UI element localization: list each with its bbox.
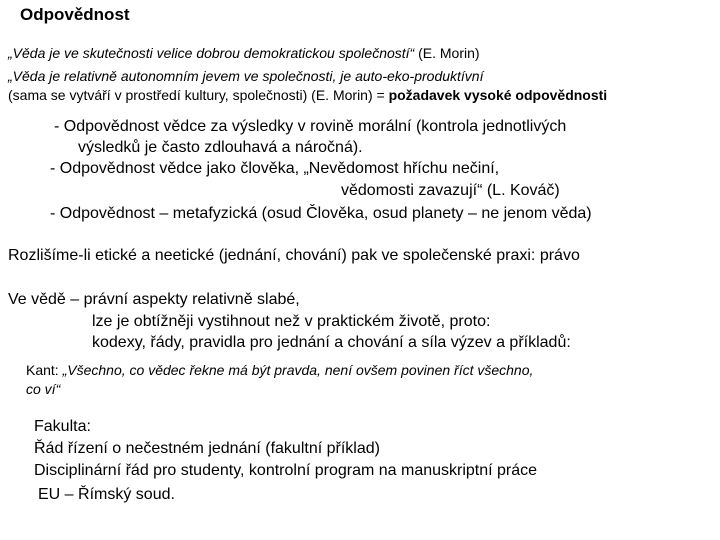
faculty-item: Disciplinární řád pro studenty, kontrolní program na manuskriptní práce <box>34 462 538 479</box>
quote-author: (E. Morin) <box>414 45 480 61</box>
science-line-3: kodexy, řády, pravidla pro jednání a chování a síla výzev a příkladů: <box>92 334 571 351</box>
item-moral-responsibility-cont: výsledků je často zdlouhavá a náročná). <box>78 139 363 156</box>
kant-quote-cont <box>26 381 60 397</box>
kant-quote <box>26 362 533 378</box>
science-line-2: lze je obtížněji vystihnout než v praktickém životě, proto: <box>92 313 491 330</box>
item-human-responsibility-cont: vědomosti zavazují“ (L. Kováč) <box>341 182 560 199</box>
page-title: Odpovědnost <box>20 5 130 24</box>
emphasis-text: požadavek vysoké odpovědnosti <box>388 87 608 103</box>
faculty-item: Řád řízení o nečestném jednání (fakultní příklad) <box>34 440 380 457</box>
science-line-1: Ve vědě – právní aspekty relativně slabé, <box>8 291 300 308</box>
item-moral-responsibility: - Odpovědnost vědce za výsledky v rovině morální (kontrola jednotlivých <box>54 118 567 135</box>
item-human-responsibility: - Odpovědnost vědce jako člověka, „Nevědomost hříchu nečiní, <box>50 160 500 177</box>
quote-text: „Věda je ve skutečnosti velice dobrou demokratickou společností“ <box>8 45 415 61</box>
quote-morin-1 <box>8 45 480 61</box>
item-metaphysical-responsibility: - Odpovědnost – metafyzická (osud Člověka, osud planety – ne jenom věda) <box>50 205 592 222</box>
quote-morin-2-continuation <box>8 87 607 103</box>
kant-quote-text: „Všechno, co vědec řekne má být pravda, není ovšem povinen říct všechno, <box>62 362 534 378</box>
quote-morin-2: „Věda je relativně autonomním jevem ve společnosti, je auto-eko-produktívní <box>8 68 484 84</box>
faculty-item: EU – Římský soud. <box>38 486 175 503</box>
faculty-heading: Fakulta: <box>34 418 91 435</box>
kant-quote-text: co ví“ <box>26 381 61 397</box>
kant-prefix: Kant: <box>26 362 63 378</box>
quote-text: (sama se vytváří v prostředí kultury, společnosti) (E. Morin) = <box>8 87 389 103</box>
distinction-text: Rozlišíme-li etické a neetické (jednání, chování) pak ve společenské praxi: právo <box>8 247 580 264</box>
